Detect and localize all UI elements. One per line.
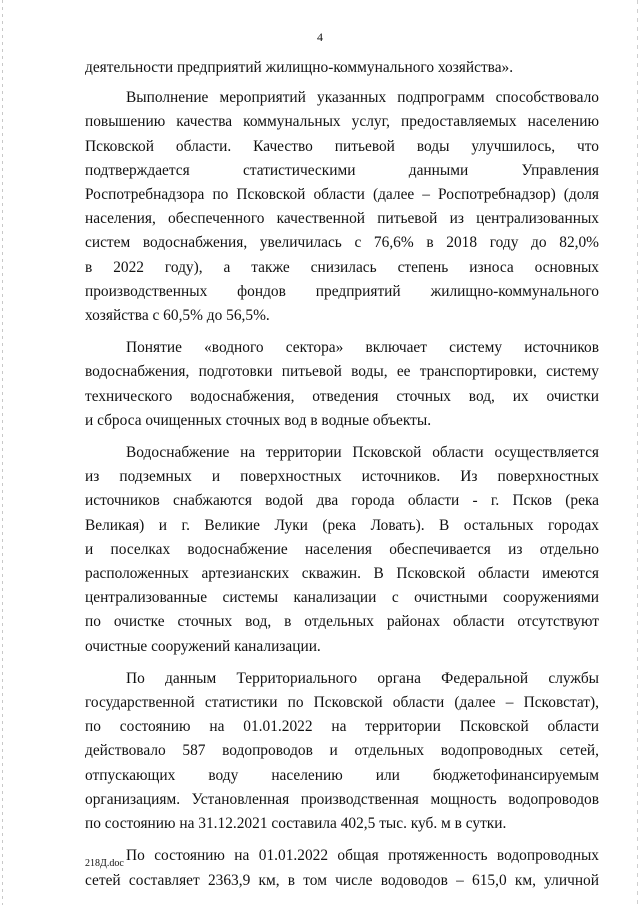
text-line: Водоснабжение на территории Псковской области осуществляется xyxy=(126,444,599,462)
text-line: По состоянию на 01.01.2022 общая протяженность водопроводных xyxy=(126,847,599,865)
text-line: Выполнение мероприятий указанных подпрограмм способствовало xyxy=(126,89,599,107)
paragraph-pskovstat xyxy=(85,667,599,836)
text-line: водоснабжения, подготовки питьевой воды, ее транспортировки, систему xyxy=(85,363,599,381)
text-line: технического водоснабжения, отведения сточных вод, их очистки xyxy=(85,387,599,405)
scan-edge-left xyxy=(2,0,3,905)
text-line: расположенных артезианских скважин. В Псковской области имеются xyxy=(85,565,599,583)
page-number: 4 xyxy=(317,30,323,44)
text-line: государственной статистики по Псковской области (далее – Псковстат), xyxy=(85,694,599,712)
text-line: и поселках водоснабжение населения обеспечивается из отдельно xyxy=(85,540,599,558)
text-line: в 2022 году), а также снизилась степень износа основных xyxy=(85,258,599,276)
text-line: населения, обеспеченного качественной питьевой из централизованных xyxy=(85,210,599,228)
text-line: Понятие «водного сектора» включает систему источников xyxy=(126,339,599,357)
paragraph-network-length xyxy=(85,844,599,892)
text-line: из подземных и поверхностных источников. Из поверхностных xyxy=(85,468,599,486)
paragraph-water-sector xyxy=(85,336,599,433)
text-line: централизованные системы канализации с очистными сооружениями xyxy=(85,589,599,607)
file-name-footer: 218Д.doc xyxy=(85,858,124,869)
paragraph-continuation xyxy=(85,56,599,80)
paragraph-rospotrebnadzor xyxy=(85,86,599,328)
text-line: Роспотребнадзора по Псковской области (далее – Роспотребнадзор) (доля xyxy=(85,186,599,204)
text-line: систем водоснабжения, увеличилась с 76,6% в 2018 году до 82,0% xyxy=(85,234,599,252)
text-line: сетей составляет 2363,9 км, в том числе водоводов – 615,0 км, уличной xyxy=(85,871,599,889)
text-line: и сброса очищенных сточных вод в водные объекты. xyxy=(85,411,432,429)
text-line: По данным Территориального органа Федеральной службы xyxy=(126,669,599,687)
text-line: по состоянию на 01.01.2022 на территории Псковской области xyxy=(85,718,599,736)
text-line: повышению качества коммунальных услуг, предоставляемых населению xyxy=(85,113,599,131)
paragraph-water-supply xyxy=(85,441,599,659)
document-body xyxy=(85,56,599,893)
text-line: источников снабжаются водой два города области - г. Псков (река xyxy=(85,492,599,510)
text-line: отпускающих воду населению или бюджетофинансируемым xyxy=(85,766,599,784)
text-line: производственных фондов предприятий жилищно-коммунального xyxy=(85,282,599,300)
scan-edge-right xyxy=(637,0,638,905)
text-line: организациям. Установленная производственная мощность водопроводов xyxy=(85,790,599,808)
text-line: хозяйства с 60,5% до 56,5%. xyxy=(85,307,270,325)
text-line: деятельности предприятий жилищно-коммунального хозяйства». xyxy=(85,59,514,76)
text-line: по состоянию на 31.12.2021 составила 402,5 тыс. куб. м в сутки. xyxy=(85,815,507,833)
text-line: подтверждается статистическими данными Управления xyxy=(85,161,599,179)
text-line: Великая) и г. Великие Луки (река Ловать). В остальных городах xyxy=(85,516,599,534)
text-line: по очистке сточных вод, в отдельных районах области отсутствуют xyxy=(85,613,599,631)
text-line: Псковской области. Качество питьевой воды улучшилось, что xyxy=(85,137,599,155)
text-line: действовало 587 водопроводов и отдельных водопроводных сетей, xyxy=(85,742,599,760)
text-line: очистные сооружений канализации. xyxy=(85,637,321,655)
